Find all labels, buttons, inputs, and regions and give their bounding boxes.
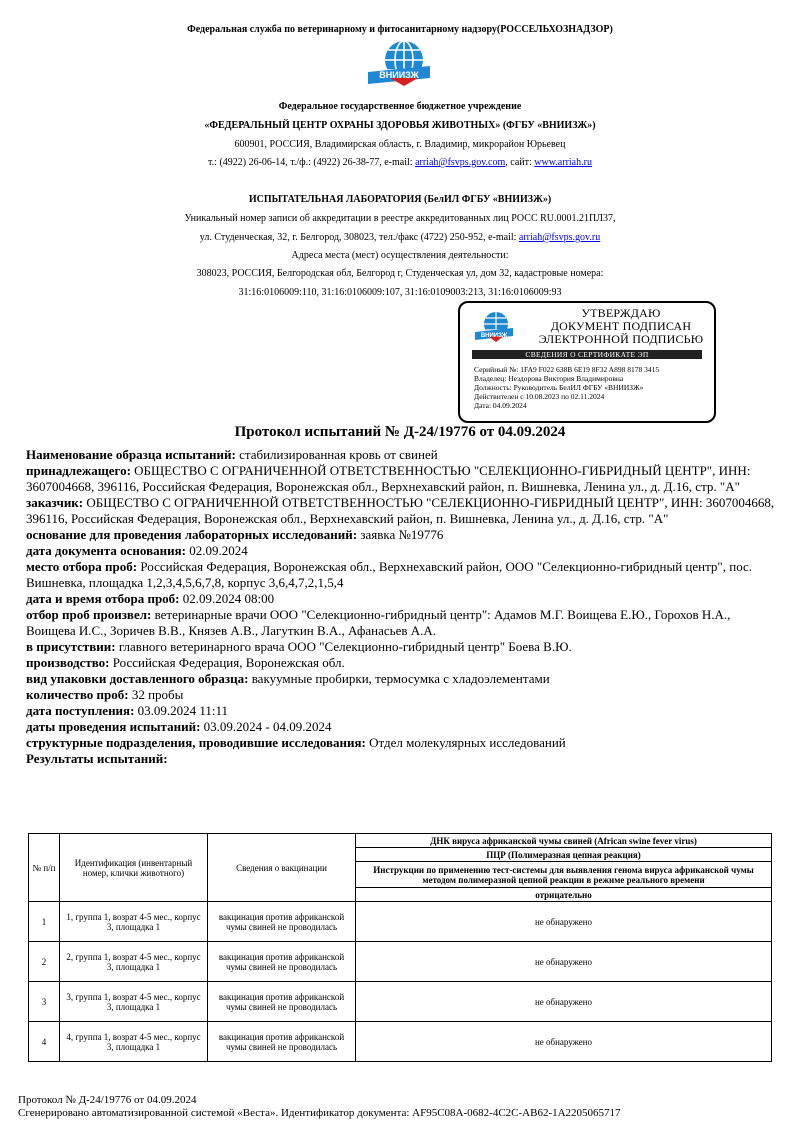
field-sampling-datetime: дата и время отбора проб: 02.09.2024 08:00 [26, 591, 275, 606]
institution-type: Федеральное государственное бюджетное учреждение [278, 101, 522, 112]
stamp-esign: ЭЛЕКТРОННОЙ ПОДПИСЬЮ [538, 332, 704, 346]
cell-result: не обнаружено [356, 942, 772, 982]
field-packaging: вид упаковки доставленного образца: вакуумные пробирки, термосумка с хладоэлементами [26, 671, 550, 686]
cell-no: 4 [29, 1022, 60, 1062]
stamp-cert-bar: СВЕДЕНИЯ О СЕРТИФИКАТЕ ЭП [472, 350, 702, 359]
email-link[interactable]: arriah@fsvps.gov.com [415, 157, 506, 168]
stamp-serial: Серийный №: 1FA9 F022 638B 6E19 8F32 A898 8178 3415 [474, 365, 660, 374]
lab-address-text: ул. Студенческая, 32, г. Белгород, 308023, тел./факс (4722) 250-952, e-mail: [199, 232, 519, 243]
header-identification: Идентификация (инвентарный номер, клички животного) [60, 834, 208, 902]
contacts-text: т.: (4922) 26-06-14, т./ф.: (4922) 26-38-77, e-mail: [208, 157, 416, 168]
header-vaccination: Сведения о вакцинации [208, 834, 356, 902]
header-norm: отрицательно [356, 888, 772, 902]
field-receipt: дата поступления: 03.09.2024 11:11 [26, 703, 229, 718]
cell-identification: 4, группа 1, возрат 4-5 мес., корпус 3, площадка 1 [60, 1022, 208, 1062]
sample-info [26, 447, 776, 767]
field-owner: принадлежащего: ОБЩЕСТВО С ОГРАНИЧЕННОЙ ОТВЕТСТВЕННОСТЬЮ "СЕЛЕКЦИОННО-ГИБРИДНЫЙ ЦЕНТР", ИНН: 3607004668, 396116, Российская Федерация, Воронежская обл., Верхнехавский район, п. Вишневка, Ленина ул., д. Д.16, стр. "А" [26, 463, 751, 494]
stamp-logo-icon [474, 311, 514, 348]
stamp-position: Должность: Руководитель БелИЛ ФГБУ «ВНИИЗЖ» [474, 383, 644, 392]
institution-name: «ФЕДЕРАЛЬНЫЙ ЦЕНТР ОХРАНЫ ЗДОРОВЬЯ ЖИВОТНЫХ» (ФГБУ «ВНИИЗЖ») [204, 120, 596, 131]
table-row [29, 942, 772, 982]
cell-vaccination: вакцинация против африканской чумы свиней не проводилась [208, 982, 356, 1022]
footer-generated: Сгенерировано автоматизированной системой «Веста». Идентификатор документа: AF95C08A-0682-4C2C-AB62-1A2205065717 [18, 1107, 621, 1119]
cell-result: не обнаружено [356, 982, 772, 1022]
table-row [29, 982, 772, 1022]
header-no: № п/п [29, 834, 60, 902]
table-row [29, 1022, 772, 1062]
stamp-signed: ДОКУМЕНТ ПОДПИСАН [550, 319, 692, 333]
field-production: производство: Российская Федерация, Воронежская обл. [26, 655, 345, 670]
results-heading: Результаты испытаний: [26, 751, 168, 766]
field-departments: структурные подразделения, проводившие исследования: Отдел молекулярных исследований [26, 735, 566, 750]
cell-no: 2 [29, 942, 60, 982]
cell-vaccination: вакцинация против африканской чумы свиней не проводилась [208, 1022, 356, 1062]
lab-address [0, 232, 800, 244]
field-sampling-place: место отбора проб: Российская Федерация, Воронежская обл., Верхнехавский район, ООО "Селекционно-гибридный центр", пос. Вишневка, площадка 1,2,3,4,5,6,7,8, корпус 3,6,4,7,2,1,5,4 [26, 559, 753, 590]
e-signature-stamp [458, 301, 716, 423]
cell-identification: 1, группа 1, возрат 4-5 мес., корпус 3, площадка 1 [60, 902, 208, 942]
stamp-approve: УТВЕРЖДАЮ [581, 306, 661, 320]
cell-identification: 2, группа 1, возрат 4-5 мес., корпус 3, площадка 1 [60, 942, 208, 982]
institution-contacts [0, 157, 800, 169]
vniizh-logo [364, 38, 434, 88]
table-row [29, 902, 772, 942]
stamp-logo-text: ВНИИЗЖ [480, 333, 508, 339]
field-doc-date: дата документа основания: 02.09.2024 [26, 543, 248, 558]
field-basis: основание для проведения лабораторных исследований: заявка №19776 [26, 527, 444, 542]
cell-identification: 3, группа 1, возрат 4-5 мес., корпус 3, площадка 1 [60, 982, 208, 1022]
header-instruction: Инструкции по применению тест-системы для выявления генома вируса африканской чумы методом полимеразной цепной реакции в режиме реального времени [356, 862, 772, 888]
cell-no: 3 [29, 982, 60, 1022]
header-test-name: ДНК вируса африканской чумы свиней (African swine fever virus) [356, 834, 772, 848]
field-sample-name: Наименование образца испытаний: стабилизированная кровь от свиней [26, 447, 438, 462]
lab-places-line2: 31:16:0106009:110, 31:16:0106009:107, 31:16:0109003:213, 31:16:0106009:93 [238, 287, 562, 298]
cell-vaccination: вакцинация против африканской чумы свиней не проводилась [208, 942, 356, 982]
lab-accreditation: Уникальный номер записи об аккредитации в реестре аккредитованных лиц РОСС RU.0001.21ПЛ37, [184, 213, 616, 224]
cell-no: 1 [29, 902, 60, 942]
site-link[interactable]: www.arriah.ru [534, 157, 592, 168]
field-presence: в присутствии: главного ветеринарного врача ООО "Селекционно-гибридный центр" Боева В.Ю. [26, 639, 572, 654]
stamp-owner: Владелец: Нездорова Виктория Владимировна [474, 374, 624, 383]
footer-protocol: Протокол № Д-24/19776 от 04.09.2024 [18, 1094, 197, 1106]
cell-result: не обнаружено [356, 902, 772, 942]
cell-result: не обнаружено [356, 1022, 772, 1062]
lab-places-title: Адреса места (мест) осуществления деятельности: [291, 250, 509, 261]
results-table [28, 833, 772, 1062]
field-quantity: количество проб: 32 пробы [26, 687, 184, 702]
logo-text: ВНИИЗЖ [379, 70, 419, 80]
field-sampled-by: отбор проб произвел: ветеринарные врачи ООО "Селекционно-гибридный центр": Адамов М.Г. Воищева Е.Ю., Горохов Н.А., Воищева И.С., Зоричев В.В., Князев А.В., Лагуткин В.А., Афанасьев А.А. [26, 607, 731, 638]
lab-name: ИСПЫТАТЕЛЬНАЯ ЛАБОРАТОРИЯ (БелИЛ ФГБУ «ВНИИЗЖ») [248, 194, 552, 205]
lab-email-link[interactable]: arriah@fsvps.gov.ru [518, 232, 601, 243]
field-customer: заказчик: ОБЩЕСТВО С ОГРАНИЧЕННОЙ ОТВЕТСТВЕННОСТЬЮ "СЕЛЕКЦИОННО-ГИБРИДНЫЙ ЦЕНТР", ИНН: 3607004668, 396116, Российская Федерация, Воронежская обл., Верхнехавский район, п. Вишневка, Ленина ул., д. Д.16, стр. "А" [26, 495, 775, 526]
agency-name: Федеральная служба по ветеринарному и фитосанитарному надзору(РОССЕЛЬХОЗНАДЗОР) [187, 24, 613, 35]
field-test-dates: даты проведения испытаний: 03.09.2024 - 04.09.2024 [26, 719, 332, 734]
header-method: ПЦР (Полимеразная цепная реакция) [356, 848, 772, 862]
stamp-date: Дата: 04.09.2024 [474, 401, 527, 410]
lab-places-line1: 308023, РОССИЯ, Белгородская обл, Белгород г, Студенческая ул, дом 32, кадастровые номера: [196, 268, 604, 279]
protocol-title: Протокол испытаний № Д-24/19776 от 04.09.2024 [234, 424, 566, 440]
institution-address: 600901, РОССИЯ, Владимирская область, г. Владимир, микрорайон Юрьевец [234, 139, 566, 150]
stamp-valid: Действителен с 10.08.2023 по 02.11.2024 [474, 392, 605, 401]
cell-vaccination: вакцинация против африканской чумы свиней не проводилась [208, 902, 356, 942]
site-prefix: , сайт: [505, 157, 535, 168]
